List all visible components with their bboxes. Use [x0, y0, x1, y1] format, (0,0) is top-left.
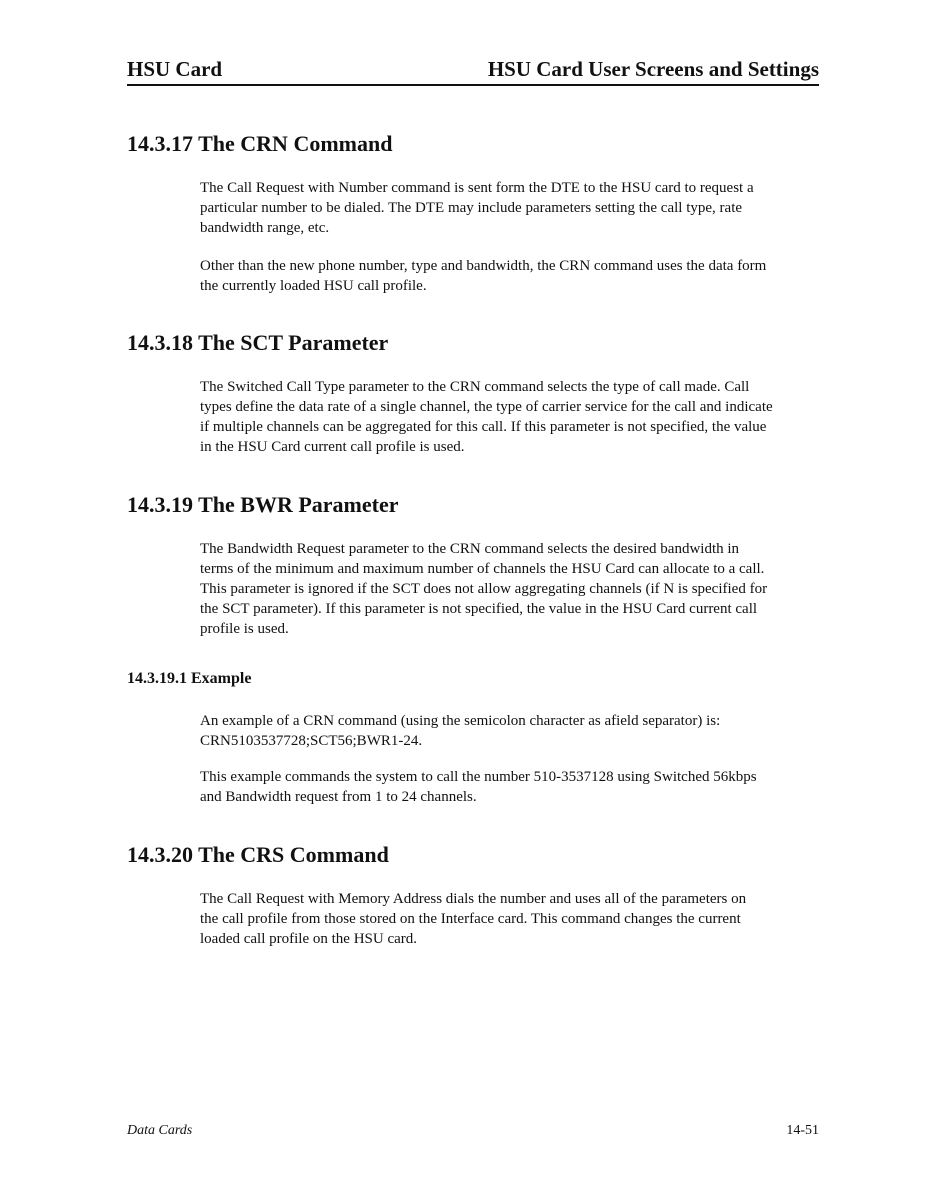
text-line: if multiple channels can be aggregated for this call. If this parameter is not specified, the value	[200, 419, 767, 435]
header-chapter-title: HSU Card	[127, 57, 223, 81]
text-line: Other than the new phone number, type and bandwidth, the CRN command uses the data form	[200, 258, 767, 274]
text-line: The Call Request with Number command is sent form the DTE to the HSU card to request a	[200, 180, 754, 196]
bwr-paragraph-1	[200, 539, 820, 639]
header-section-title: HSU Card User Screens and Settings	[487, 57, 819, 81]
text-line: the SCT parameter). If this parameter is not specified, the value in the HSU Card current call	[200, 601, 758, 617]
sct-parameter-heading: 14.3.18 The SCT Parameter	[127, 330, 389, 355]
text-line: This parameter is ignored if the SCT does not allow aggregating channels (if N is specified for	[200, 581, 768, 597]
sct-paragraph-1	[200, 377, 820, 457]
example-subheading: 14.3.19.1 Example	[127, 670, 252, 687]
text-line: types define the data rate of a single channel, the type of carrier service for the call and indicate	[200, 399, 773, 415]
text-line: CRN5103537728;SCT56;BWR1-24.	[200, 733, 423, 749]
text-line: The Switched Call Type parameter to the CRN command selects the type of call made. Call	[200, 379, 750, 395]
crs-command-heading: 14.3.20 The CRS Command	[127, 842, 389, 867]
text-line: terms of the minimum and maximum number of channels the HSU Card can allocate to a call.	[200, 561, 765, 577]
text-line: the currently loaded HSU call profile.	[200, 278, 427, 294]
text-line: particular number to be dialed. The DTE may include parameters setting the call type, rate	[200, 200, 743, 216]
text-line: The Call Request with Memory Address dials the number and uses all of the parameters on	[200, 891, 747, 907]
page-header	[127, 54, 819, 86]
footer-chapter-name: Data Cards	[127, 1123, 193, 1138]
text-line: The Bandwidth Request parameter to the CRN command selects the desired bandwidth in	[200, 541, 740, 557]
example-paragraph-2	[200, 767, 820, 807]
text-line: bandwidth range, etc.	[200, 220, 330, 236]
text-line: An example of a CRN command (using the semicolon character as afield separator) is:	[200, 713, 721, 729]
text-line: profile is used.	[200, 621, 289, 637]
example-paragraph-1	[200, 711, 820, 751]
crn-paragraph-2	[200, 256, 820, 296]
text-line: and Bandwidth request from 1 to 24 channels.	[200, 789, 477, 805]
text-line: loaded call profile on the HSU card.	[200, 931, 418, 947]
text-line: the call profile from those stored on the Interface card. This command changes the current	[200, 911, 741, 927]
page-number: 14-51	[786, 1123, 819, 1138]
text-line: This example commands the system to call the number 510-3537128 using Switched 56kbps	[200, 769, 757, 785]
crs-paragraph-1	[200, 889, 820, 949]
crn-paragraph-1	[200, 178, 820, 238]
crn-command-heading: 14.3.17 The CRN Command	[127, 131, 393, 156]
text-line: in the HSU Card current call profile is used.	[200, 439, 465, 455]
bwr-parameter-heading: 14.3.19 The BWR Parameter	[127, 492, 399, 517]
